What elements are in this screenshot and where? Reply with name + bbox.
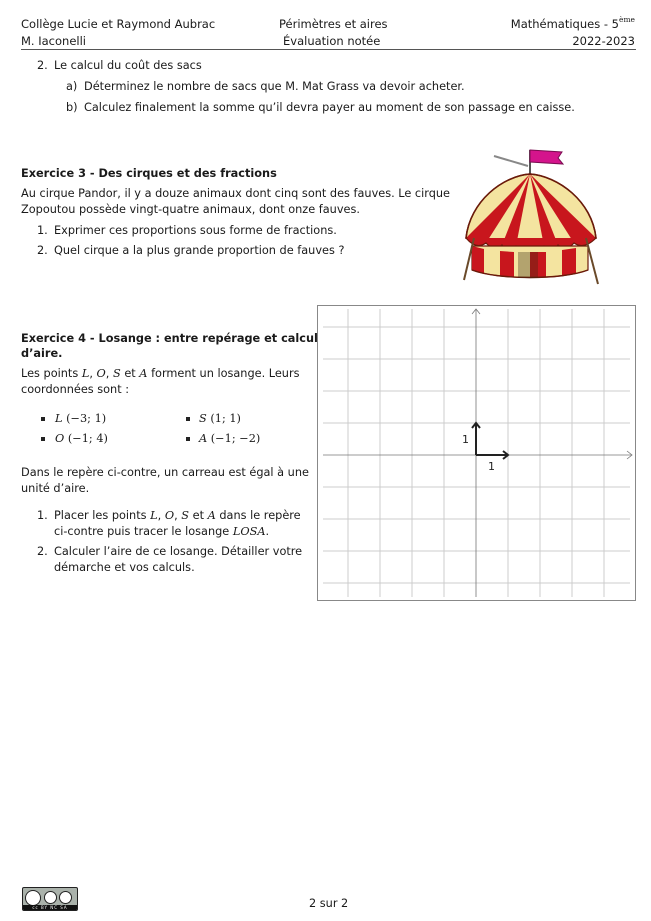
y-unit-label: 1 bbox=[462, 433, 469, 446]
prev-item2-num: 2. bbox=[37, 59, 48, 72]
header-teacher: M. Iaconelli bbox=[21, 34, 86, 48]
header-school: Collège Lucie et Raymond Aubrac bbox=[21, 17, 216, 31]
prev-a-num: a) bbox=[66, 80, 78, 93]
point-O: O bbox=[96, 367, 106, 380]
nc-sa-icon bbox=[59, 891, 72, 904]
q1-point-O: O bbox=[164, 509, 175, 522]
ex3-q2: Quel cirque a la plus grande proportion de fauves ? bbox=[54, 244, 345, 257]
ex4-q2-num: 2. bbox=[37, 545, 48, 558]
ex4-intro-post: forment un losange. Leurs bbox=[151, 367, 300, 380]
coord-O-name: O bbox=[55, 432, 65, 445]
ex4-desc-line1: Dans le repère ci-contre, un carreau est égal à une bbox=[21, 466, 309, 479]
ex3-line1: Au cirque Pandor, il y a douze animaux dont cinq sont des fauves. Le cirque bbox=[21, 187, 450, 200]
prev-b-num: b) bbox=[66, 101, 78, 114]
ex3-q1: Exprimer ces proportions sous forme de fractions. bbox=[54, 224, 337, 237]
ex4-q1-l2-post: . bbox=[265, 525, 270, 538]
ex4-q1-l2-pre: ci-contre puis tracer le losange bbox=[54, 525, 230, 538]
ex3-q1-num: 1. bbox=[37, 224, 48, 237]
circus-tent-illustration bbox=[458, 146, 603, 286]
header-subject-text: Mathématiques - 5 bbox=[510, 17, 619, 31]
page-number: 2 sur 2 bbox=[309, 897, 349, 910]
ex4-intro-pre: Les points bbox=[21, 367, 79, 380]
prev-b: Calculez finalement la somme qu’il devra payer au moment de son passage en caisse. bbox=[84, 101, 575, 114]
bullet-icon bbox=[41, 417, 45, 421]
ex4-q1-and: et bbox=[192, 509, 205, 522]
header-topic: Périmètres et aires bbox=[279, 17, 388, 31]
coord-S bbox=[199, 411, 241, 426]
coord-L-value: (−3; 1) bbox=[66, 412, 107, 425]
point-S: S bbox=[112, 367, 121, 380]
prev-item2: Le calcul du coût des sacs bbox=[54, 59, 202, 72]
ex4-title-2: d’aire. bbox=[21, 347, 63, 360]
ex4-q1-line1: Placer les points L, O, S et A dans le repère bbox=[54, 509, 301, 522]
header-subject-sup: ème bbox=[619, 15, 635, 24]
coord-L bbox=[55, 411, 106, 426]
ex3-title: Exercice 3 - Des cirques et des fractions bbox=[21, 167, 277, 180]
bullet-icon bbox=[186, 417, 190, 421]
ex4-q1-post: dans le repère bbox=[219, 509, 301, 522]
cc-logo-icon bbox=[25, 890, 41, 906]
coordinate-grid bbox=[317, 305, 636, 601]
ex4-q2-line2: démarche et vos calculs. bbox=[54, 561, 195, 574]
coord-L-name: L bbox=[55, 412, 63, 425]
ex4-desc-line2: unité d’aire. bbox=[21, 482, 90, 495]
header-eval: Évaluation notée bbox=[283, 34, 381, 48]
ex4-q1-pre: Placer les points bbox=[54, 509, 147, 522]
coord-S-value: (1; 1) bbox=[210, 412, 241, 425]
ex4-intro-and: et bbox=[124, 367, 136, 380]
bullet-icon bbox=[41, 437, 45, 441]
coord-O bbox=[55, 431, 108, 446]
x-unit-label: 1 bbox=[488, 460, 495, 473]
header-rule bbox=[21, 49, 636, 50]
ex4-title-1: Exercice 4 - Losange : entre repérage et calcul bbox=[21, 332, 318, 345]
coord-O-value: (−1; 4) bbox=[67, 432, 108, 445]
header-year: 2022-2023 bbox=[572, 34, 635, 48]
header-subject bbox=[511, 15, 635, 31]
ex4-intro-line1: Les points L, O, S et A forment un losange. Leurs bbox=[21, 367, 300, 380]
point-L: L bbox=[81, 367, 90, 380]
point-A: A bbox=[139, 367, 148, 380]
coord-S-name: S bbox=[199, 412, 207, 425]
ex4-q1-line2 bbox=[54, 524, 269, 539]
q1-point-L: L bbox=[150, 509, 158, 522]
q1-point-S: S bbox=[181, 509, 190, 522]
ex4-q2-line1: Calculer l’aire de ce losange. Détailler votre bbox=[54, 545, 303, 558]
by-icon bbox=[44, 891, 57, 904]
coord-A-value: (−1; −2) bbox=[210, 432, 261, 445]
coord-A bbox=[199, 431, 260, 446]
bullet-icon bbox=[186, 437, 190, 441]
q1-point-A: A bbox=[207, 509, 216, 522]
cc-license-badge bbox=[22, 887, 78, 911]
coord-A-name: A bbox=[199, 432, 208, 445]
rhombus-name: LOSA bbox=[232, 525, 266, 538]
ex3-q2-num: 2. bbox=[37, 244, 48, 257]
prev-a: Déterminez le nombre de sacs que M. Mat Grass va devoir acheter. bbox=[84, 80, 465, 93]
ex4-intro-line2: coordonnées sont : bbox=[21, 383, 130, 396]
ex3-line2: Zopoutou possède vingt-quatre animaux, dont onze fauves. bbox=[21, 203, 360, 216]
license-text: cc BY NC SA bbox=[23, 905, 77, 910]
ex4-q1-num: 1. bbox=[37, 509, 48, 522]
